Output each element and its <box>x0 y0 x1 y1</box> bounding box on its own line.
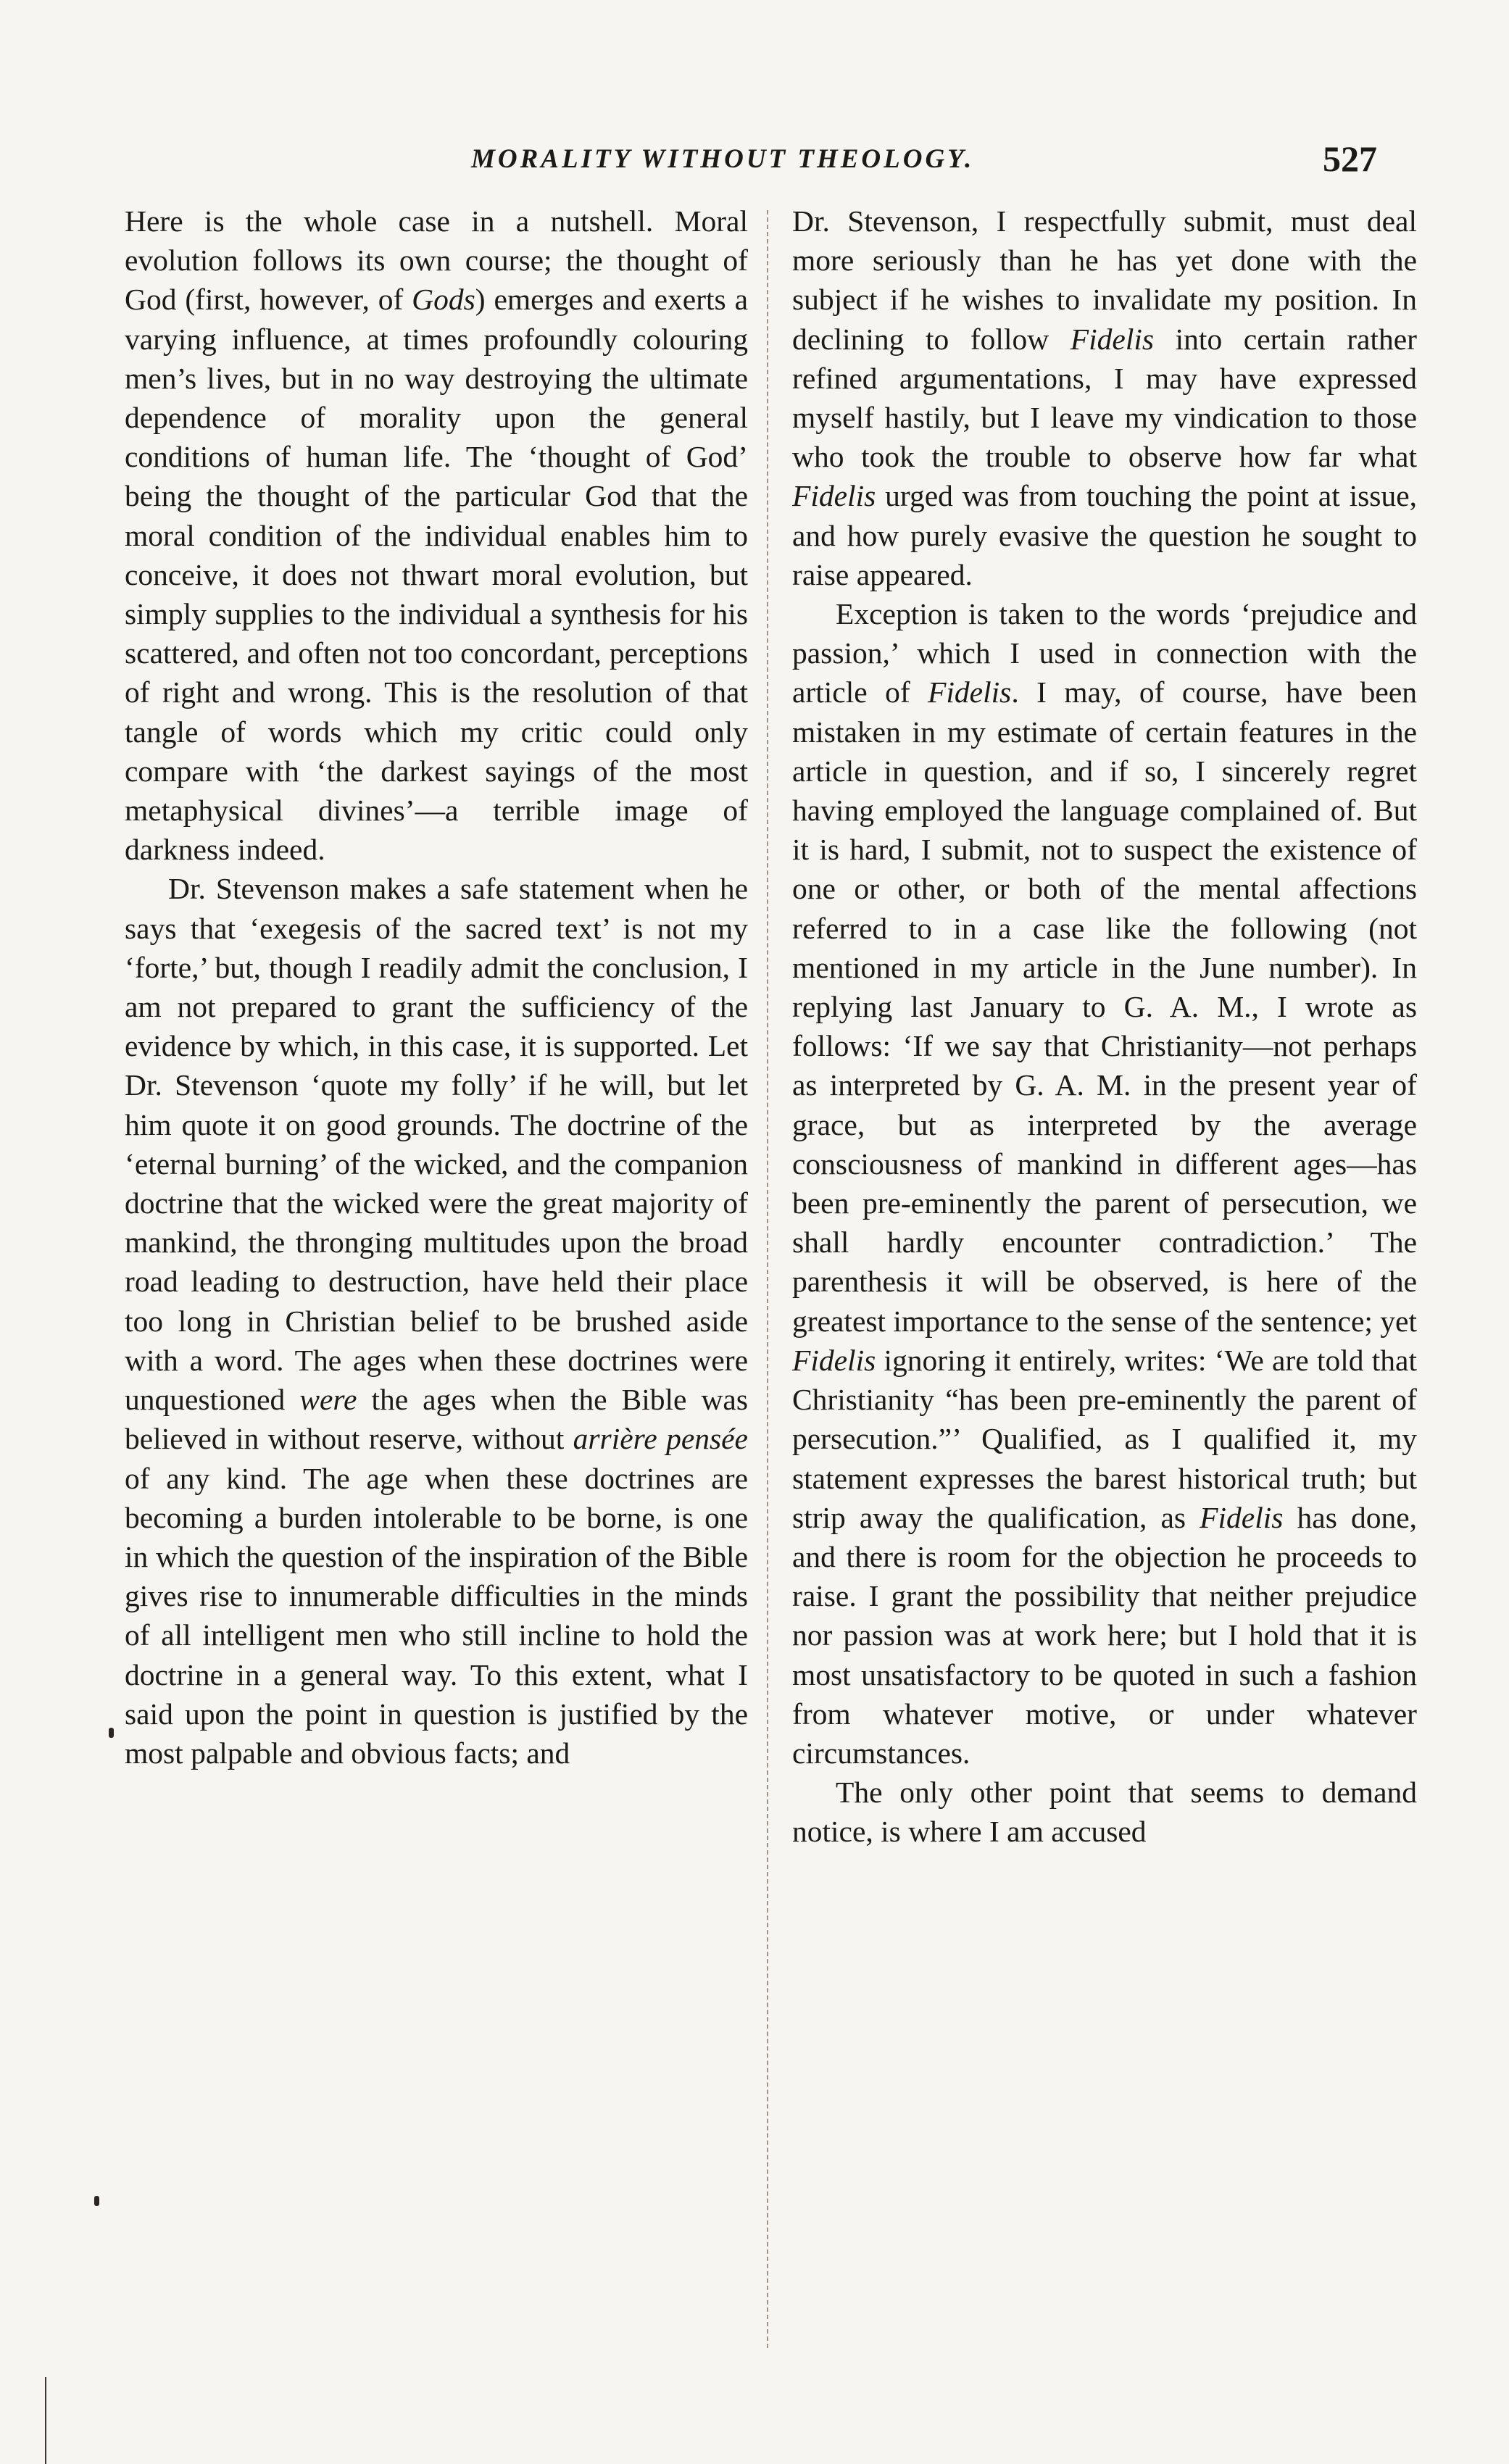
right-paragraph-1 <box>792 201 1417 594</box>
running-head <box>0 138 1509 188</box>
running-title: MORALITY WITHOUT THEOLOGY. <box>471 144 975 174</box>
italic-run: Fidelis <box>1070 322 1155 356</box>
italic-run: Fidelis <box>1200 1500 1284 1534</box>
text-run: Exception is taken to the words ‘prejudice and passion,’ which I used in connection with the article of <box>792 597 1417 709</box>
text-run: Dr. Stevenson, I respectfully submit, must deal more seriously than he has yet done with the subject if he wishes to invalidate my position. In declining to follow <box>792 204 1417 356</box>
scan-edge-line <box>45 2377 46 2464</box>
print-speck <box>109 1728 114 1738</box>
right-paragraph-2 <box>792 594 1417 1773</box>
text-run: the ages when the Bible was believed in without reserve, without <box>125 1383 748 1456</box>
print-speck <box>94 2196 99 2206</box>
text-run: Dr. Stevenson makes a safe statement when he says that ‘exegesis of the sacred text’ is not my ‘forte,’ but, though I readily admit the conclusion, I am not prepared to grant the sufficiency of the evidence by which, in this case, it is supported. Let Dr. Stevenson ‘quote my folly’ if he will, but let him quote it on good grounds. The doctrine of the ‘eternal burning’ of the wicked, and the companion doctrine that the wicked were the great majority of mankind, the thronging multitudes upon the broad road leading to destruction, have held their place too long in Christian belief to be brushed aside with a word. The ages when these doctrines were unquestioned <box>125 872 748 1417</box>
text-run: into certain rather refined argumentations, I may have expressed myself hastily, but I leave my vindication to those who took the trouble to observe how far what <box>792 322 1417 474</box>
right-column <box>792 201 1417 2376</box>
italic-run: Fidelis <box>792 479 876 513</box>
text-run: has done, and there is room for the objection he proceeds to raise. I grant the possibility that neither prejudice nor passion was at work here; but I hold that it is most unsatisfactory to be quoted in such a fashion from whatever motive, or under whatever circumstances. <box>792 1500 1417 1770</box>
italic-run: Fidelis <box>792 1343 876 1377</box>
text-run: of any kind. The age when these doctrines are becoming a burden intolerable to be borne, is one in which the question of the inspiration of the Bible gives rise to innumerable difficulties in the minds of all intelligent men who still incline to hold the doctrine in a general way. To this extent, what I said upon the point in question is justified by the most palpable and obvious facts; and <box>125 1461 748 1770</box>
italic-run: Fidelis <box>928 675 1012 709</box>
italic-run: Gods <box>412 283 475 317</box>
left-column <box>125 201 748 2376</box>
page-number: 527 <box>1323 138 1377 179</box>
text-run: ignoring it entirely, writes: ‘We are told that Christianity “has been pre-eminently the parent of persecution.”’ Qualified, as I qualified it, my statement expresses the barest historical truth; but strip away the qualification, as <box>792 1343 1417 1534</box>
text-run: Here is the whole case in a nutshell. Moral evolution follows its own course; the thought of God (first, however, of <box>125 204 748 317</box>
text-run: urged was from touching the point at issue, and how purely evasive the question he sought to raise appeared. <box>792 479 1417 591</box>
left-paragraph-1 <box>125 201 748 869</box>
italic-run: were <box>299 1383 357 1417</box>
column-divider <box>767 210 768 2348</box>
italic-run: arrière pensée <box>573 1422 748 1456</box>
right-paragraph-3 <box>792 1773 1417 1851</box>
text-run: . I may, of course, have been mistaken in my estimate of certain features in the article in question, and if so, I sincerely regret having employed the language complained of. But it is hard, I submit, not to suspect the existence of one or other, or both of the mental affections referred to in a case like the following (not mentioned in my article in the June number). In replying last January to G. A. M., I wrote as follows: ‘If we say that Christianity—not perhaps as interpreted by G. A. M. in the present year of grace, but as interpreted by the average consciousness of mankind in different ages—has been pre-eminently the parent of persecution, we shall hardly encounter contradiction.’ The parenthesis it will be observed, is here of the greatest importance to the sense of the sentence; yet <box>792 675 1417 1338</box>
text-run: The only other point that seems to demand notice, is where I am accused <box>792 1776 1417 1849</box>
left-paragraph-2 <box>125 869 748 1773</box>
text-run: ) emerges and exerts a varying influence, at times profoundly colouring men’s lives, but in no way destroying the ultimate dependence of morality upon the general conditions of human life. The ‘thought of God’ being the thought of the particular God that the moral condition of the individual enables him to conceive, it does not thwart moral evolution, but simply supplies to the individual a synthesis for his scattered, and often not too concordant, perceptions of right and wrong. This is the resolution of that tangle of words which my critic could only compare with ‘the darkest sayings of the most metaphysical divines’—a terrible image of darkness indeed. <box>125 283 748 867</box>
